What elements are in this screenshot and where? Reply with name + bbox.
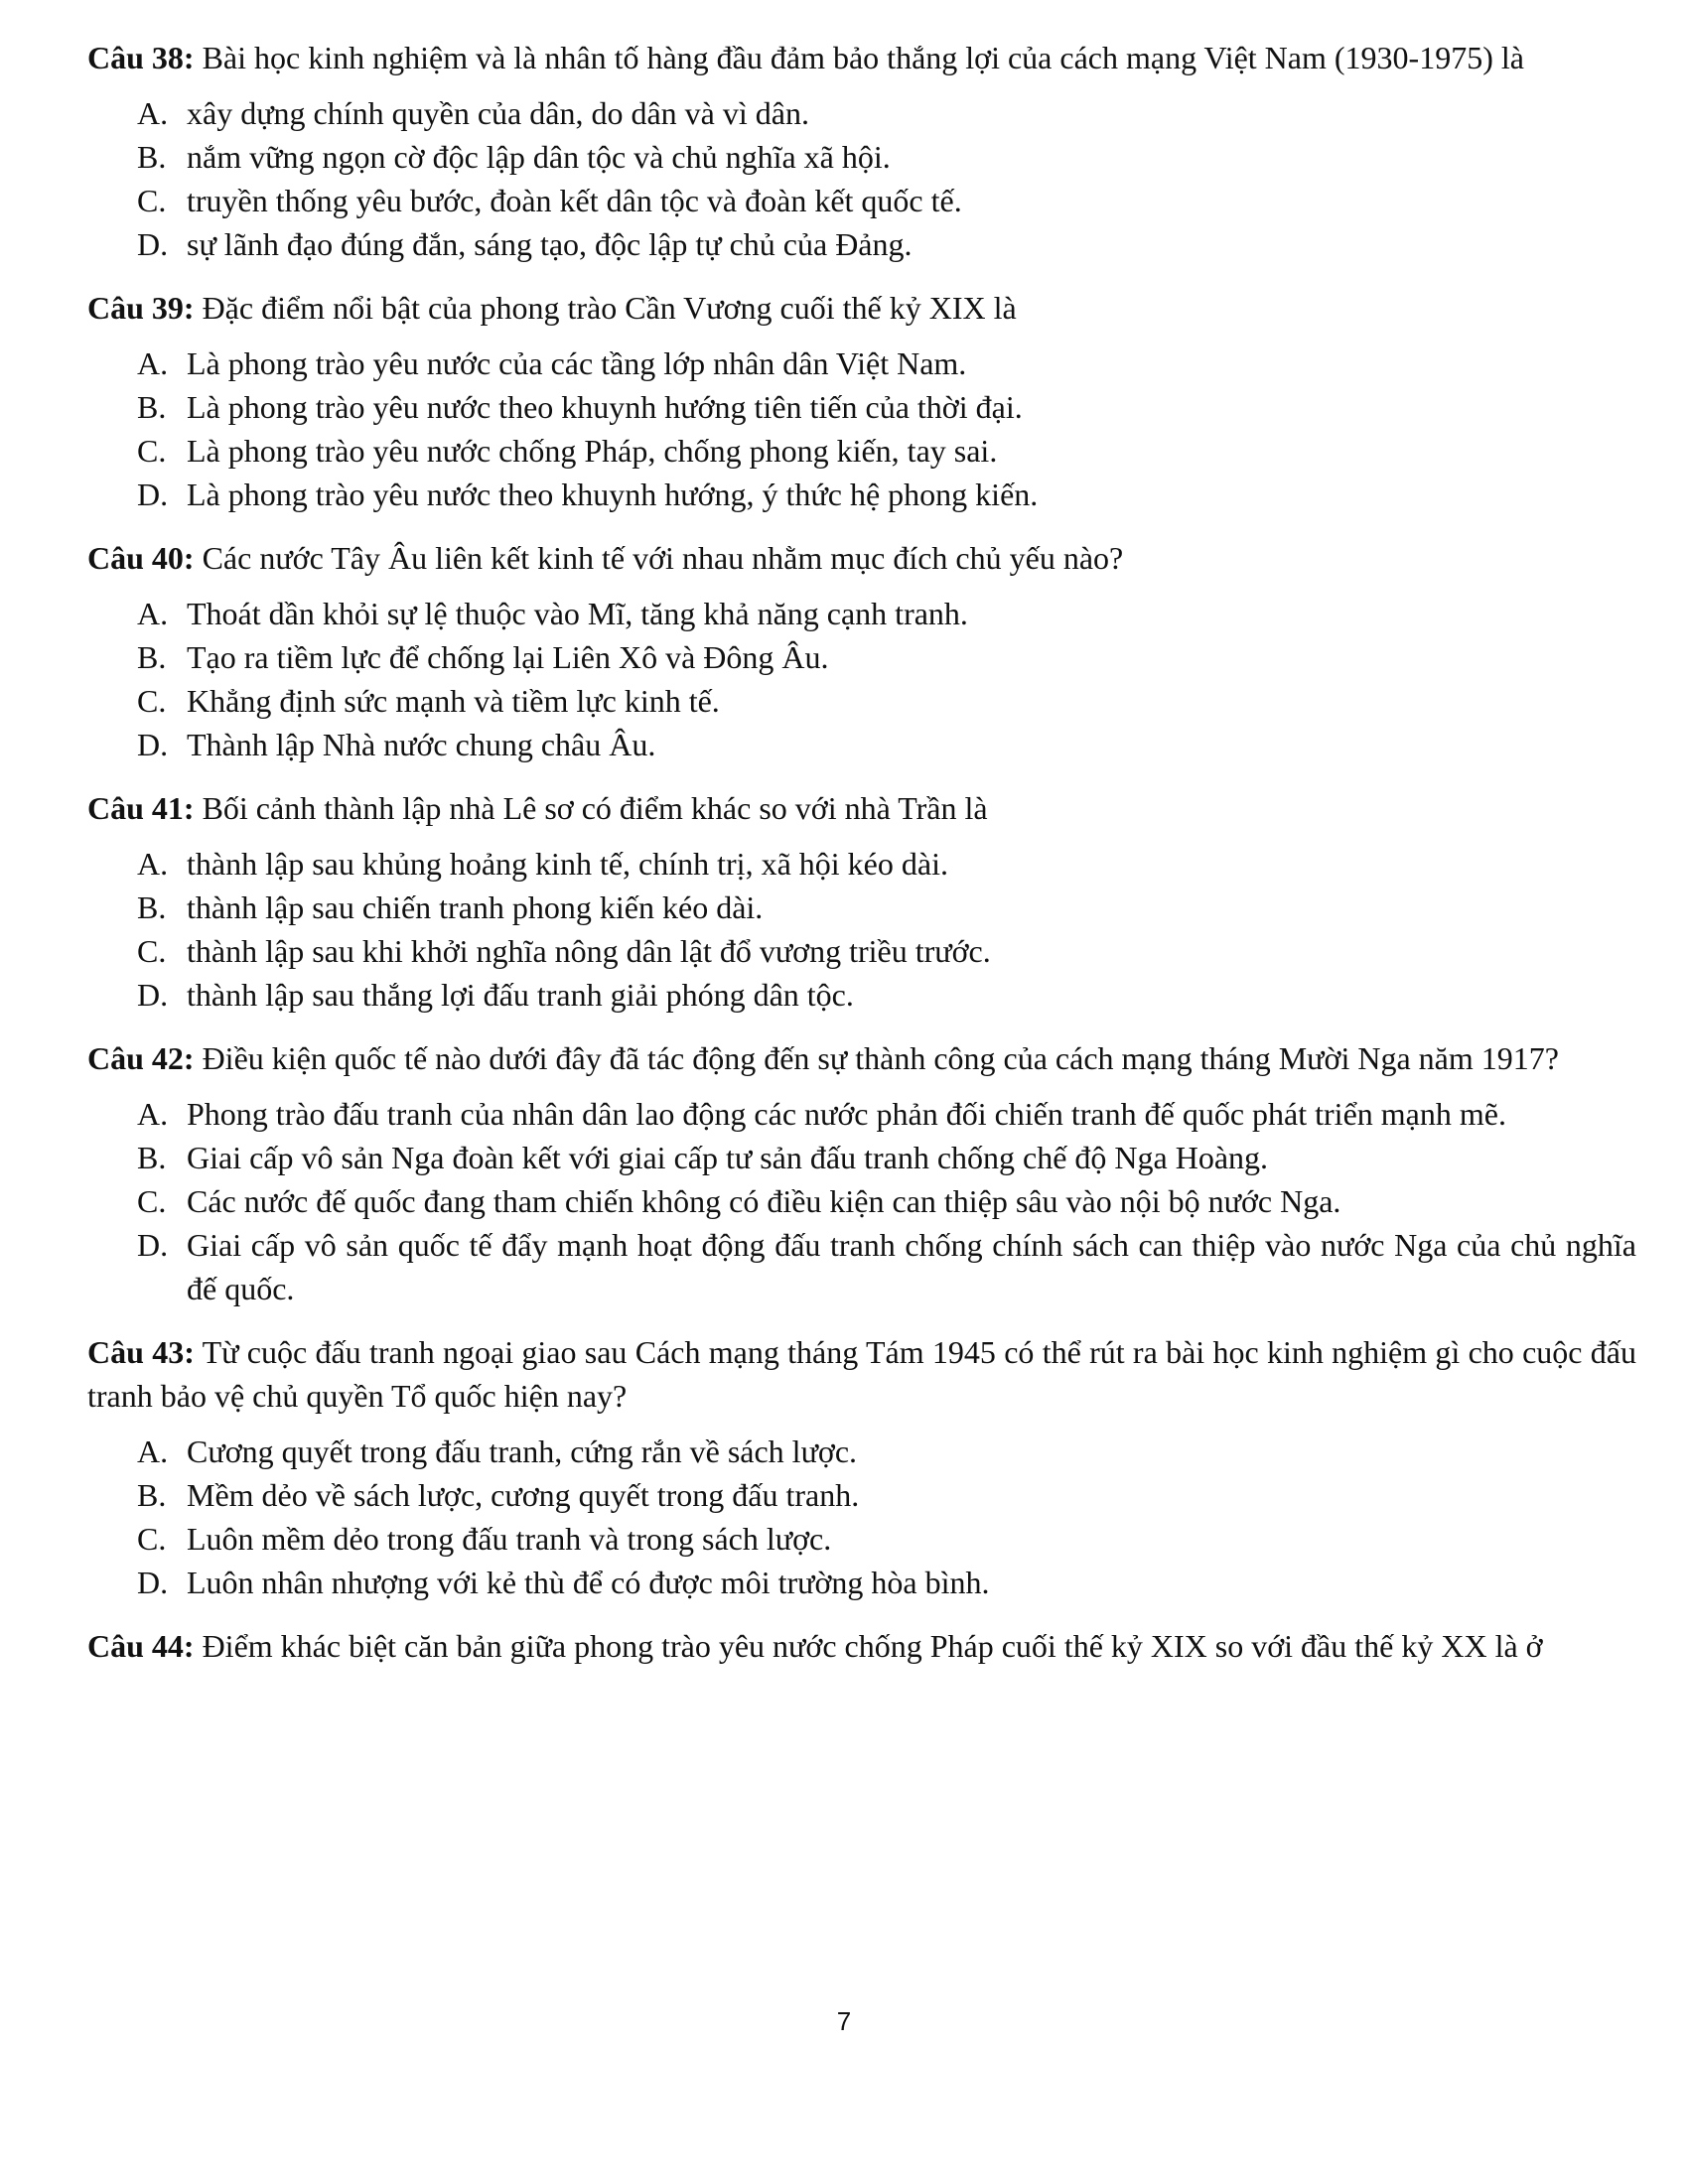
option-letter: A. <box>137 1096 169 1132</box>
question-label: Câu 41: <box>87 790 195 826</box>
option-letter: D. <box>137 226 169 262</box>
option-letter: D. <box>137 727 169 762</box>
answer-option-b <box>87 1473 1636 1517</box>
option-text: Luôn mềm dẻo trong đấu tranh và trong sách lược. <box>187 1521 832 1557</box>
option-letter: C. <box>137 1183 167 1219</box>
question-stem <box>87 1330 1636 1418</box>
answer-option-b <box>87 635 1636 679</box>
answer-option-c <box>87 1517 1636 1561</box>
option-text: Khẳng định sức mạnh và tiềm lực kinh tế. <box>187 683 720 719</box>
answer-option-d <box>87 1561 1636 1604</box>
answer-option-a <box>87 1092 1636 1136</box>
answer-option-c <box>87 679 1636 723</box>
option-text: thành lập sau khi khởi nghĩa nông dân lật đổ vương triều trước. <box>187 933 991 969</box>
question-41 <box>87 786 1636 1017</box>
answer-option-c <box>87 429 1636 473</box>
option-text: Giai cấp vô sản Nga đoàn kết với giai cấp tư sản đấu tranh chống chế độ Nga Hoàng. <box>187 1140 1269 1175</box>
option-text: Là phong trào yêu nước của các tầng lớp nhân dân Việt Nam. <box>187 345 967 381</box>
option-letter: D. <box>137 977 169 1013</box>
answer-options <box>87 341 1636 516</box>
question-44 <box>87 1624 1636 1668</box>
option-text: Các nước đế quốc đang tham chiến không có điều kiện can thiệp sâu vào nội bộ nước Nga. <box>187 1183 1341 1219</box>
option-text: Là phong trào yêu nước theo khuynh hướng, ý thức hệ phong kiến. <box>187 477 1039 512</box>
question-text: Điểm khác biệt căn bản giữa phong trào yêu nước chống Pháp cuối thế kỷ XIX so với đầu thế kỷ XX là ở <box>194 1628 1543 1664</box>
option-text: nắm vững ngọn cờ độc lập dân tộc và chủ nghĩa xã hội. <box>187 139 891 175</box>
option-letter: B. <box>137 1140 167 1175</box>
option-letter: C. <box>137 433 167 469</box>
option-letter: B. <box>137 1477 167 1513</box>
question-43 <box>87 1330 1636 1604</box>
option-letter: B. <box>137 889 167 925</box>
answer-options <box>87 1430 1636 1604</box>
option-text: Thoát dần khỏi sự lệ thuộc vào Mĩ, tăng khả năng cạnh tranh. <box>187 596 968 631</box>
answer-option-b <box>87 135 1636 179</box>
option-letter: D. <box>137 1565 169 1600</box>
option-letter: B. <box>137 139 167 175</box>
answer-option-d <box>87 973 1636 1017</box>
question-stem <box>87 36 1636 79</box>
answer-option-d <box>87 222 1636 266</box>
option-text: Thành lập Nhà nước chung châu Âu. <box>187 727 656 762</box>
answer-option-a <box>87 592 1636 635</box>
option-letter: C. <box>137 683 167 719</box>
question-label: Câu 38: <box>87 40 195 75</box>
question-label: Câu 43: <box>87 1334 195 1370</box>
question-text: Điều kiện quốc tế nào dưới đây đã tác động đến sự thành công của cách mạng tháng Mười Nga năm 1917? <box>194 1040 1559 1076</box>
option-text: thành lập sau chiến tranh phong kiến kéo dài. <box>187 889 764 925</box>
question-42 <box>87 1036 1636 1310</box>
option-letter: C. <box>137 933 167 969</box>
question-stem <box>87 536 1636 580</box>
option-letter: A. <box>137 846 169 882</box>
question-stem <box>87 1624 1636 1668</box>
option-text: Mềm dẻo về sách lược, cương quyết trong đấu tranh. <box>187 1477 860 1513</box>
answer-option-a <box>87 91 1636 135</box>
answer-option-a <box>87 341 1636 385</box>
option-letter: A. <box>137 1433 169 1469</box>
answer-options <box>87 842 1636 1017</box>
page-number: 7 <box>836 2006 852 2036</box>
question-text: Từ cuộc đấu tranh ngoại giao sau Cách mạng tháng Tám 1945 có thể rút ra bài học kinh nghiệm gì cho cuộc đấu tranh bảo vệ chủ quyền Tổ quốc hiện nay? <box>87 1334 1637 1414</box>
option-text: truyền thống yêu bước, đoàn kết dân tộc và đoàn kết quốc tế. <box>187 183 962 218</box>
answer-option-b <box>87 385 1636 429</box>
option-letter: C. <box>137 183 167 218</box>
question-label: Câu 39: <box>87 290 195 326</box>
question-stem <box>87 286 1636 330</box>
option-letter: A. <box>137 596 169 631</box>
question-text: Đặc điểm nổi bật của phong trào Cần Vương cuối thế kỷ XIX là <box>194 290 1017 326</box>
option-letter: A. <box>137 95 169 131</box>
option-text: sự lãnh đạo đúng đắn, sáng tạo, độc lập tự chủ của Đảng. <box>187 226 913 262</box>
option-text: Là phong trào yêu nước theo khuynh hướng tiên tiến của thời đại. <box>187 389 1023 425</box>
answer-option-a <box>87 842 1636 886</box>
option-text: Phong trào đấu tranh của nhân dân lao động các nước phản đối chiến tranh đế quốc phát triển mạnh mẽ. <box>187 1096 1506 1132</box>
question-stem <box>87 786 1636 830</box>
answer-option-b <box>87 886 1636 929</box>
question-list <box>87 36 1636 1688</box>
question-label: Câu 42: <box>87 1040 195 1076</box>
option-text: Luôn nhân nhượng với kẻ thù để có được môi trường hòa bình. <box>187 1565 990 1600</box>
answer-option-a <box>87 1430 1636 1473</box>
option-text: xây dựng chính quyền của dân, do dân và vì dân. <box>187 95 809 131</box>
option-text: Là phong trào yêu nước chống Pháp, chống phong kiến, tay sai. <box>187 433 998 469</box>
option-letter: D. <box>137 1227 169 1263</box>
question-label: Câu 40: <box>87 540 195 576</box>
question-40 <box>87 536 1636 766</box>
answer-option-c <box>87 1179 1636 1223</box>
option-letter: A. <box>137 345 169 381</box>
question-39 <box>87 286 1636 516</box>
answer-option-d <box>87 473 1636 516</box>
option-text: thành lập sau khủng hoảng kinh tế, chính trị, xã hội kéo dài. <box>187 846 948 882</box>
answer-option-c <box>87 179 1636 222</box>
option-letter: C. <box>137 1521 167 1557</box>
option-letter: D. <box>137 477 169 512</box>
option-letter: B. <box>137 639 167 675</box>
option-text: thành lập sau thắng lợi đấu tranh giải phóng dân tộc. <box>187 977 854 1013</box>
option-letter: B. <box>137 389 167 425</box>
option-text: Tạo ra tiềm lực để chống lại Liên Xô và Đông Âu. <box>187 639 829 675</box>
question-stem <box>87 1036 1636 1080</box>
answer-option-d <box>87 1223 1636 1310</box>
answer-option-d <box>87 723 1636 766</box>
answer-options <box>87 1092 1636 1310</box>
answer-option-c <box>87 929 1636 973</box>
question-38 <box>87 36 1636 266</box>
question-text: Bối cảnh thành lập nhà Lê sơ có điểm khác so với nhà Trần là <box>194 790 988 826</box>
question-text: Các nước Tây Âu liên kết kinh tế với nhau nhằm mục đích chủ yếu nào? <box>194 540 1124 576</box>
option-text: Cương quyết trong đấu tranh, cứng rắn về sách lược. <box>187 1433 858 1469</box>
option-text: Giai cấp vô sản quốc tế đẩy mạnh hoạt động đấu tranh chống chính sách can thiệp vào nước Nga của chủ nghĩa đế quốc. <box>187 1227 1636 1306</box>
question-label: Câu 44: <box>87 1628 195 1664</box>
answer-options <box>87 592 1636 766</box>
question-text: Bài học kinh nghiệm và là nhân tố hàng đầu đảm bảo thắng lợi của cách mạng Việt Nam (1930-1975) là <box>194 40 1524 75</box>
answer-options <box>87 91 1636 266</box>
answer-option-b <box>87 1136 1636 1179</box>
